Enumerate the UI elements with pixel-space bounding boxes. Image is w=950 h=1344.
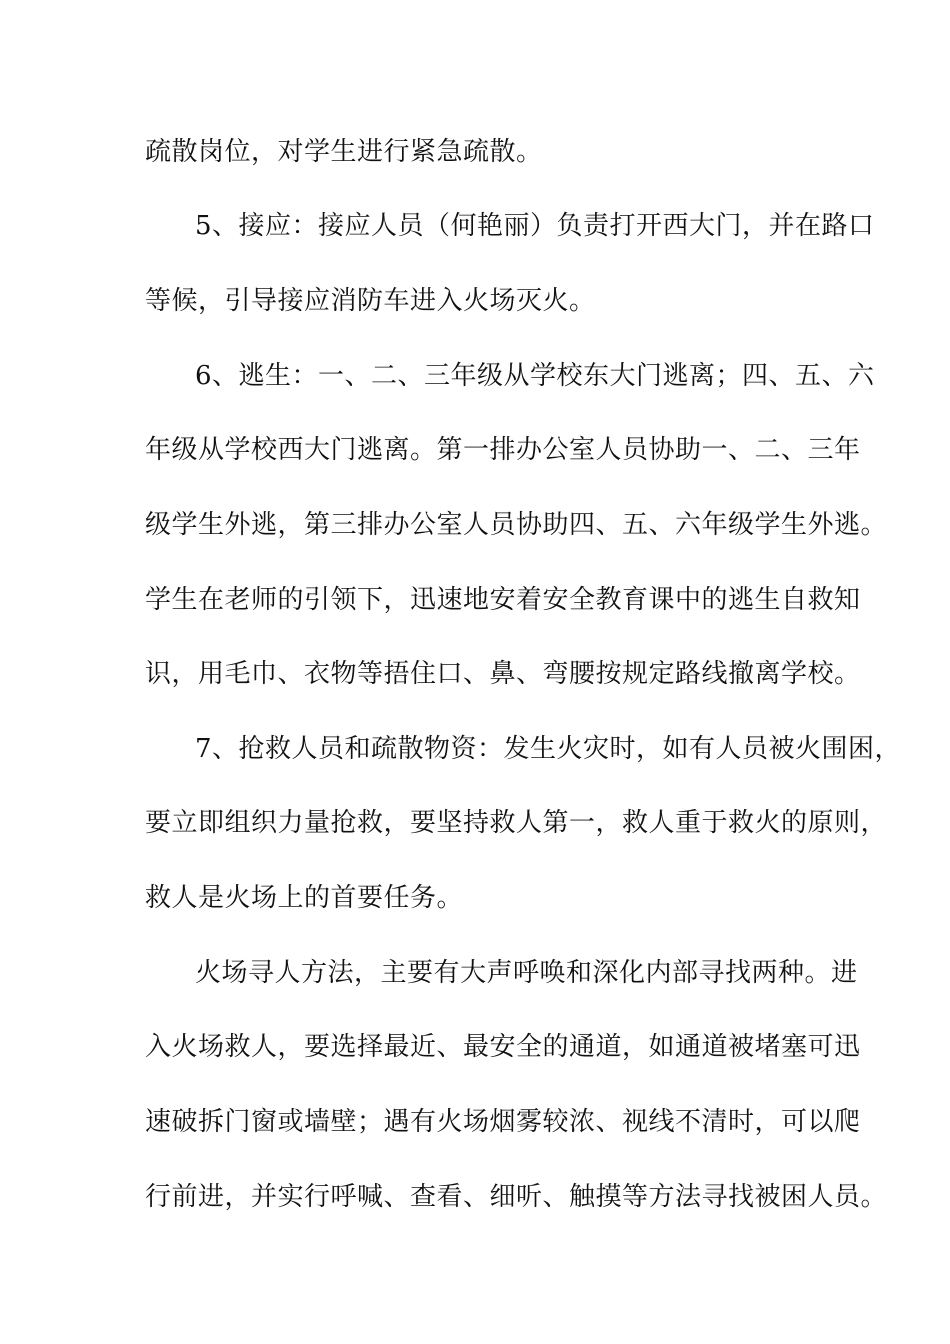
text-line: 级学生外逃，第三排办公室人员协助四、五、六年级学生外逃。 — [145, 510, 888, 540]
text-line: 入火场救人，要选择最近、最安全的通道，如通道被堵塞可迅 — [145, 1032, 861, 1062]
text-line: 要立即组织力量抢救，要坚持救人第一，救人重于救火的原则， — [145, 808, 888, 838]
text-line: 识，用毛巾、衣物等捂住口、鼻、弯腰按规定路线撤离学校。 — [145, 659, 861, 689]
text-line: 等候，引导接应消防车进入火场灭火。 — [145, 286, 596, 316]
text-line: 年级从学校西大门逃离。第一排办公室人员协助一、二、三年 — [145, 435, 861, 465]
text-line: 5、接应：接应人员（何艳丽）负责打开西大门，并在路口 — [195, 211, 875, 241]
text-line: 火场寻人方法，主要有大声呼唤和深化内部寻找两种。进 — [195, 958, 858, 988]
text-line: 疏散岗位，对学生进行紧急疏散。 — [145, 137, 543, 167]
text-line: 救人是火场上的首要任务。 — [145, 883, 464, 913]
text-line: 学生在老师的引领下，迅速地安着安全教育课中的逃生自救知 — [145, 585, 861, 615]
text-line: 行前进，并实行呼喊、查看、细听、触摸等方法寻找被困人员。 — [145, 1182, 888, 1212]
text-line: 6、逃生：一、二、三年级从学校东大门逃离；四、五、六 — [195, 361, 875, 391]
text-line: 速破拆门窗或墙壁；遇有火场烟雾较浓、视线不清时，可以爬 — [145, 1107, 861, 1137]
text-line: 7、抢救人员和疏散物资：发生火灾时，如有人员被火围困， — [195, 734, 902, 764]
